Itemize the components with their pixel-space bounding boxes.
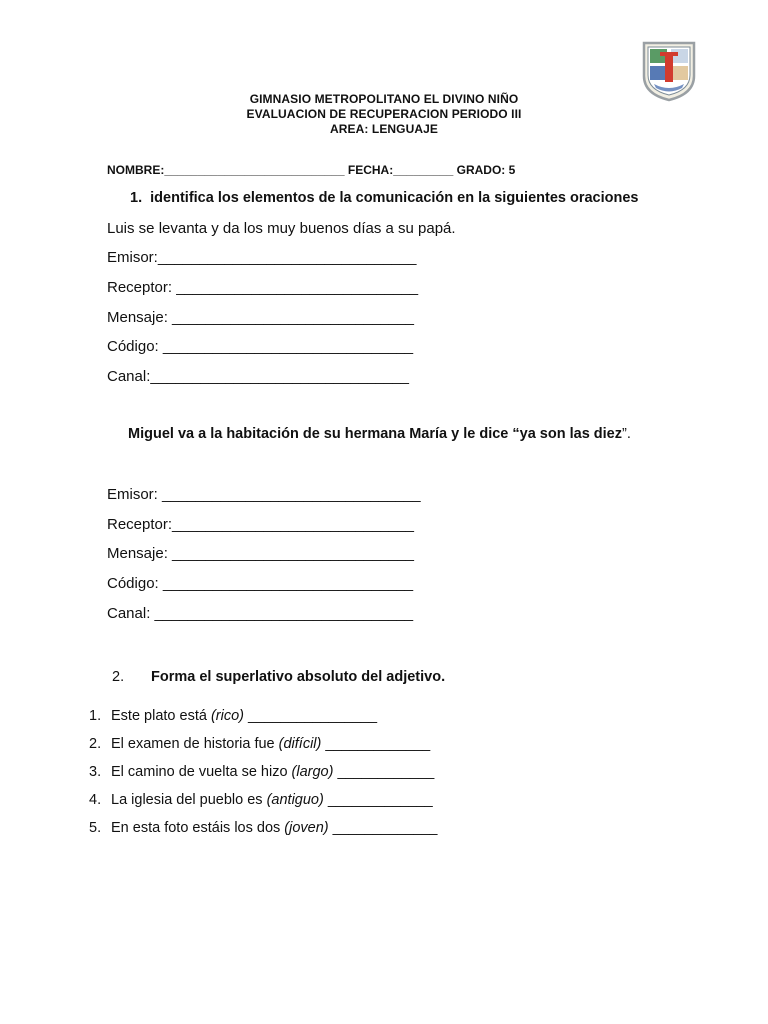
codigo-field-1[interactable]: Código: ______________________________ (107, 338, 414, 355)
answer-blank[interactable]: ____________ (333, 764, 435, 780)
item-number: 3. (89, 764, 102, 780)
item-text: La iglesia del pueblo es (111, 792, 267, 808)
student-info-line (107, 163, 515, 177)
item-number: 5. (89, 820, 102, 836)
question-2-number: 2. (112, 669, 125, 685)
question-1-title (130, 190, 638, 206)
item-adjective: (antiguo) (266, 792, 324, 808)
list-item (89, 820, 438, 836)
mensaje-field-2[interactable]: Mensaje: _____________________________ (107, 545, 414, 562)
canal-field-1[interactable]: Canal:_______________________________ (107, 368, 409, 385)
answer-blank[interactable]: _____________ (321, 736, 431, 752)
list-item (89, 764, 434, 780)
item-adjective: (joven) (284, 820, 329, 836)
sentence-2-main: Miguel va a la habitación de su hermana María y le dice “ya son las diez (128, 426, 622, 442)
item-adjective: (largo) (291, 764, 334, 780)
area-title: AREA: LENGUAJE (329, 122, 439, 136)
emisor-field-1[interactable]: Emisor:_______________________________ (107, 249, 417, 266)
codigo-field-2[interactable]: Código: ______________________________ (107, 575, 414, 592)
item-number: 2. (89, 736, 102, 752)
sentence-1: Luis se levanta y da los muy buenos días a su papá. (107, 220, 456, 237)
sentence-2 (128, 426, 631, 442)
mensaje-field-1[interactable]: Mensaje: _____________________________ (107, 309, 414, 326)
item-text: El examen de historia fue (111, 736, 279, 752)
item-number: 1. (89, 708, 102, 724)
item-text: Este plato está (111, 708, 211, 724)
exam-title: EVALUACION DE RECUPERACION PERIODO III (246, 107, 522, 121)
sentence-2-end: ”. (621, 426, 631, 442)
nombre-field[interactable]: NOMBRE:___________________________ (107, 163, 345, 177)
item-text: El camino de vuelta se hizo (111, 764, 292, 780)
list-item (89, 708, 377, 724)
emisor-field-2[interactable]: Emisor: _______________________________ (107, 486, 421, 503)
list-item (89, 736, 430, 752)
item-adjective: (rico) (210, 708, 244, 724)
question-1-text: identifica los elementos de la comunicación en la siguientes oraciones (150, 190, 639, 206)
grado-label: GRADO: 5 (456, 163, 516, 177)
list-item (89, 792, 433, 808)
answer-blank[interactable]: _____________ (328, 820, 438, 836)
question-1-number: 1. (130, 190, 143, 206)
item-text: En esta foto estáis los dos (111, 820, 285, 836)
fecha-field[interactable]: FECHA:_________ (347, 163, 454, 177)
answer-blank[interactable]: ________________ (243, 708, 378, 724)
receptor-field-2[interactable]: Receptor:_____________________________ (107, 516, 414, 533)
canal-field-2[interactable]: Canal: _______________________________ (107, 605, 414, 622)
item-adjective: (difícil) (278, 736, 322, 752)
answer-blank[interactable]: _____________ (323, 792, 433, 808)
question-2-title: Forma el superlativo absoluto del adjetivo. (151, 669, 446, 685)
receptor-field-1[interactable]: Receptor: _____________________________ (107, 279, 419, 296)
item-number: 4. (89, 792, 102, 808)
school-name: GIMNASIO METROPOLITANO EL DIVINO NIÑO (249, 92, 519, 106)
